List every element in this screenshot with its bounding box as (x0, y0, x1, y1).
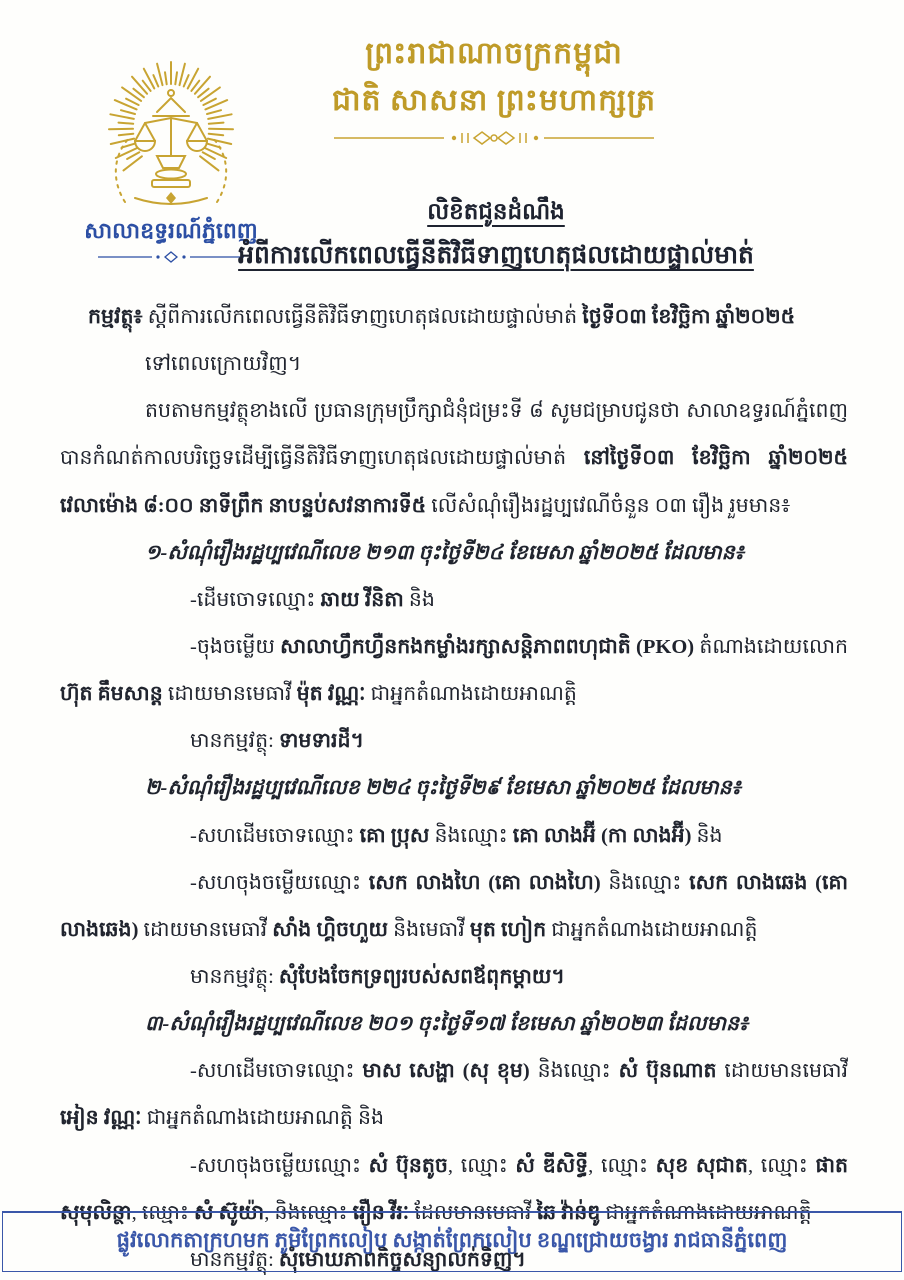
case-line: -សហចុងចម្លើយឈ្មោះ សំ ប៊ុនតូច, ឈ្មោះ សំ ឌីសិទ្ធី, ឈ្មោះ សុខ សុជាត, ឈ្មោះ ផាត សុមុលិន្ថា, ឈ្មោះ សំ ស៊ូយ៉ា, និងឈ្មោះ រឿន វីរៈ ដែលមានមេធាវី ឆៃ វ៉ាន់ឌូ ជាអ្នកតំណាងដោយអាណត្តិ (60, 1154, 848, 1224)
case-list (60, 530, 848, 1280)
case-line: -សហដើមចោទឈ្មោះ គោ ប្រុស និងឈ្មោះ គោ លាងអ៊ី (កា លាងអ៊ី) និង (190, 824, 723, 847)
ornament-divider-icon (334, 129, 654, 147)
subject-paragraph (60, 294, 848, 341)
kingdom-motto-line1: ព្រះរាជាណាចក្រកម្ពុជា (365, 37, 623, 70)
intro-post: លើសំណុំរឿងរដ្ឋប្បវេណីចំនួន ០៣ រឿង រួមមាន៖ (426, 494, 791, 517)
case-line: -សហចុងចម្លើយឈ្មោះ សេក លាងហៃ (គោ លាងហៃ) និងឈ្មោះ សេក លាងឆេង (គោ លាងឆេង) ដោយមានមេធាវី សាំង ហ្គិចហួយ និងមេធាវី មុត ហៀក ជាអ្នកតំណាងដោយអាណត្តិ (60, 871, 849, 941)
subject-date: ថ្ងៃទី០៣ ខែវិច្ឆិកា ឆ្នាំ២០២៥ (582, 306, 796, 328)
case-subject: មានកម្មវត្ថុ: ទាមទារដី។ (190, 730, 364, 753)
kingdom-motto-line2: ជាតិ សាសនា ព្រះមហាក្សត្រ (331, 83, 657, 117)
footer-address-bar (2, 1211, 902, 1272)
case-heading: ៣-សំណុំរឿងរដ្ឋប្បវេណីលេខ ២០១ ចុះថ្ងៃទី១៧ ខែមេសា ឆ្នាំ២០២៣ ដែលមាន៖ (145, 1013, 749, 1036)
case-subject: មានកម្មវត្ថុ: សុំបែងចែកទ្រព្យរបស់សពឪពុកម្តាយ។ (190, 965, 565, 988)
intro-paragraph (60, 388, 848, 529)
case-line: -ចុងចម្លើយ សាលាហ្វឹកហ្វឺនកងកម្លាំងរក្សាសន្តិភាពពហុជាតិ (PKO) តំណាងដោយលោក ហ៊ុត គឹមសាន្ត ដោយមានមេធាវី ម៉ុត វណ្ណៈ ជាអ្នកតំណាងដោយអាណត្តិ (60, 635, 848, 706)
document-content (0, 198, 904, 1280)
document-body (60, 294, 848, 1280)
case-heading: ១-សំណុំរឿងរដ្ឋប្បវេណីលេខ ២១៣ ចុះថ្ងៃទី២៤ ខែមេសា ឆ្នាំ២០២៥ ដែលមាន៖ (145, 541, 744, 564)
court-name: សាលាឧទ្ធរណ៍ភ្នំពេញ (84, 218, 258, 243)
intro-pre: តបតាមកម្មវត្ថុខាងលើ ប្រធានក្រុមប្រឹក្សាជំនុំជម្រះទី ៨ សូមជម្រាបជូនថា សាលាឧទ្ធរណ៍ភ្នំពេញ បានកំណត់កាលបរិច្ឆេទដើម្បីធ្វើនីតិវិធីទាញហេតុផលដោយផ្ទាល់មាត់ (60, 400, 848, 470)
subject-label: កម្មវត្ថុ៖ (88, 306, 143, 328)
royal-header (84, 34, 904, 152)
doc-subtitle: អំពីការលើកពេលធ្វើនីតិវិធីទាញហេតុផលដោយផ្ទាល់មាត់ (238, 242, 754, 269)
case-subject: មានកម្មវត្ថុ: សុំមោឃភាពកិច្ចសន្យាលក់ទិញ។ (190, 1248, 526, 1271)
case-line: -សហដើមចោទឈ្មោះ មាស សេង្ហា (សុ ខុម) និងឈ្មោះ សំ ប៊ុនណាត ដោយមានមេធាវី អៀន វណ្ណៈ ជាអ្នកតំណាងដោយអាណត្តិ និង (60, 1060, 849, 1130)
subject-main-text: ស្តីពីការលើកពេលធ្វើនីតិវិធីទាញហេតុផលដោយផ្ទាល់មាត់ (142, 306, 583, 328)
subject-continuation: ទៅពេលក្រោយវិញ។ (145, 353, 302, 376)
case-heading: ២-សំណុំរឿងរដ្ឋប្បវេណីលេខ ២២៤ ចុះថ្ងៃទី២៩ ខែមេសា ឆ្នាំ២០២៥ ដែលមាន៖ (145, 777, 741, 800)
case-line: -ដើមចោទឈ្មោះ ឆាយ វីនិតា និង (190, 588, 435, 611)
intro-schedule: នៅថ្ងៃទី០៣ ខែវិច្ឆិកា ឆ្នាំ២០២៥ វេលាម៉ោង ៨:០០ នាទីព្រឹក នាបន្ទប់សវនាការទី៥ (60, 447, 848, 517)
doc-title: លិខិតជូនដំណឹង (427, 199, 565, 224)
footer-address: ផ្លូវលោកតាក្រហមក ភូមិព្រែកលៀប សង្កាត់ព្រែកលៀប ខណ្ឌជ្រោយចង្វារ រាជធានីភ្នំពេញ (116, 1227, 788, 1252)
